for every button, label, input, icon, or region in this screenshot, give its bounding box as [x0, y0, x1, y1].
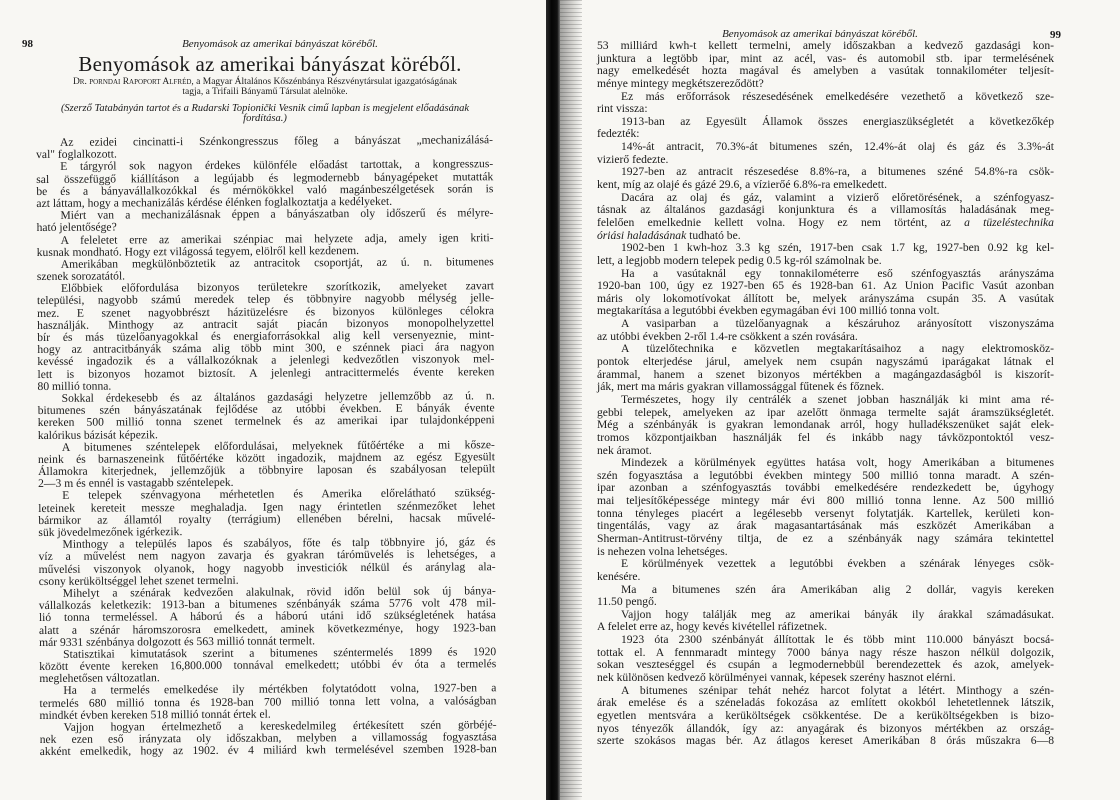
text-line: Sherman-Antitrust-törvény tiltja, de ez a szénbányák nagy számára tekintettel	[597, 531, 1054, 545]
text-line: 2—3 m és ennél is vastagabb széntelepek.	[38, 476, 234, 491]
paragraph	[597, 192, 1054, 243]
text-line: egyetlen mentsvára a kerüköltségek csökkentése. De a kerüköltségekben is bizo-	[597, 708, 1054, 722]
text-line: A feleletet erre az amerikai szénpiac mai helyzete adja, amely igen kriti-	[60, 230, 494, 247]
text-line: ható jelentősége?	[36, 220, 117, 235]
paragraph	[38, 390, 495, 442]
paragraph	[39, 585, 496, 649]
text-line: nek áramot.	[597, 443, 652, 457]
text-line: Mihelyt a szénárak kedvezően alakulnak, rövid időn belül sok új bánya-	[62, 584, 496, 600]
text-line: 1920-ban 100, úgy ez 1927-ben 65 és 1928-ban 61. Az Union Pacific Vasút azonban	[597, 279, 1054, 293]
book-binding-shadow	[546, 0, 560, 800]
body-text	[597, 40, 1054, 748]
page-number: 99	[1050, 29, 1061, 41]
note-line: (Szerző Tatabányán tartot és a Rudarski Topionički Vesnik cimű lapban is megjelent előadásának	[60, 103, 470, 114]
paragraph	[597, 141, 1054, 166]
text-line: lió tonna termeléssel. A háború és a háború utáni idő szükségletének hatása	[38, 608, 496, 625]
paragraph	[597, 584, 1054, 609]
text-line: 1913-ban az Egyesült Államok összes energiaszükségletét a következőkép	[621, 114, 1054, 128]
text-line: A tüzelőtechnika e közvetlen megtakarításaihoz a nagy elektromosköz-	[621, 342, 1054, 356]
text-line: E tárgyról sok nagyon érdekes különféle előadást tartottak, a kongresszus-	[60, 157, 494, 174]
text-line: is nehezen volna lehetséges.	[597, 544, 728, 558]
text-line: 14%-át antracit, 70.3%-át bitumenes szén, 12.4%-át olaj és gáz és 3.3%-át	[621, 140, 1054, 154]
text-line: Ez más erőforrások részesedésének emelkedésére vezethető a következő sze-	[621, 89, 1054, 103]
text-line: A vasiparban a tüzelőanyagnak a készáruhoz arányosított viszonyszáma	[621, 317, 1054, 331]
paragraph	[597, 609, 1054, 634]
text-span: felelően emelkednie kellett volna. Hogy ez nem történt, az	[597, 215, 965, 229]
text-line: neink és barnaszeneink fűtőértéke között ingadozik, majdnem az egész Egyesült	[37, 450, 496, 466]
text-line: már 9331 szénbánya dolgozott és 563 millió tonnát termelt.	[39, 633, 316, 649]
text-line: leteinek kereteit messze meghaladja. Igen nagy érintetlen szénmezőket lehet	[38, 498, 496, 515]
text-line: E telepek szénvagyona mérhetetlen és Amerika előrelátható szükség-	[62, 486, 496, 503]
author-name: Rapoport Alfréd	[122, 77, 192, 87]
text-line: hogy az antracitbányák száma alig több mint 300, e szénnek piaci ára nagyon	[37, 340, 495, 357]
text-line: csony kerüköltséggel lehet szenet termelni.	[38, 573, 239, 588]
text-line: az utóbbi években 2-ről 1.4-re csökkent a szén rovására.	[597, 329, 858, 343]
text-line: mez. E szenet nagyobbrészt házitüzelésre és bizonyos különleges célokra	[37, 303, 495, 320]
text-line: gebbi telepek, amelyeken az ipar azelőtt önmaga termelte saját áramszükségletét.	[597, 405, 1054, 419]
text-line: Természetes, hogy ily centrálék a szenet jobban használják ki mint ama ré-	[621, 392, 1054, 406]
text-line: használják. Minthogy az antracit saját piacán bizonyos monopolhelyzettel	[37, 316, 495, 332]
text-line: rint vissza:	[597, 102, 648, 116]
text-line: Ha a vasútaknál egy tonnakilométerre eső szénfogyasztás arányszáma	[621, 266, 1054, 280]
text-line: Előbbiek előfordulása bizonyos területekre szorítkozik, amelyeket zavart	[60, 279, 494, 296]
text-line: települési, nagyobb számú meredek telep és többnyire nagyobb mélység jelle-	[36, 291, 495, 308]
paragraph	[38, 536, 495, 588]
text-line: vizierő fedezte.	[597, 152, 669, 166]
editorial-note	[34, 104, 496, 123]
running-head: Benyomások az amerikai bányászat köréből.	[722, 28, 918, 40]
text-line: nek különösen kedvező körülményei vannak, képesek szerény hasznot elérni.	[597, 671, 956, 685]
paragraph	[39, 683, 496, 722]
text-line: A bitumenes szénipar tehát nehéz harcot folytat a létért. Minthogy a szén-	[621, 683, 1054, 697]
body-text	[36, 134, 497, 758]
text-line: máris oly lokomotívokat állított be, melyek arányszáma csupán 35. A vasútak	[597, 291, 1054, 305]
text-line: junktura a legtöbb ipar, mint az acél, vas- és automobil stb. ipar termelésének	[597, 51, 1054, 65]
text-line: Dacára az olaj és gáz, valamint a vizierő előretörésének, a szénfogyasz-	[621, 190, 1054, 204]
text-line: kalórikus bázisát képezik.	[37, 427, 158, 442]
paragraph	[40, 719, 497, 758]
text-line: 1902-ben 1 kwh-hoz 3.3 kg szén, 1917-ben csak 1.7 kg, 1927-ben 0.92 kg kel-	[621, 241, 1054, 255]
text-line: nek ezen eső irányzata oly időszakban, melyben a villamosság fogyasztása	[39, 730, 497, 747]
text-line: vállalkozás keletkezik: 1913-ban a bitumenes szénbányák száma 5776 volt 478 mil-	[38, 596, 496, 613]
text-line: kent, míg az olajé és gázé 29.6, a vízierőé 6.8%-ra emelkedett.	[597, 178, 888, 192]
paragraph	[597, 166, 1054, 191]
text-line: Statisztikai kimutatások szerint a bitumenes széntermelés 1899 és 1920	[63, 645, 497, 661]
text-line: kereken 500 millió tonna szenet termelnek és az amerikai ipar tulajdonképpeni	[37, 413, 495, 430]
text-line: szén fogyasztása a legutóbbi években mintegy 500 millió tonna maradt. A szén-	[597, 468, 1054, 482]
text-line: 80 millió tonna.	[37, 379, 112, 393]
paragraph	[597, 558, 1054, 583]
text-line: víz a művelést nem nagyon zavarja és gyakran tárómüvelés is lehetséges, a	[38, 547, 496, 564]
text-line: alatt a szénár háromszorosra emelkedett, aminek következménye, hogy 1923-ban	[38, 620, 497, 637]
paragraph	[597, 634, 1054, 685]
text-line: termelés 680 millió tonna és 1928-ban 700 millió tonna lett volna, a valóságban	[39, 693, 497, 710]
text-line: tottak el. A fennmaradt mintegy 7000 bánya nagy része haszon nélkül dolgozik,	[597, 645, 1054, 659]
text-line: Még a szénbányák is gyakran lemondanak arról, hogy hulladékszenüket saját elek-	[597, 418, 1054, 432]
author-affiliation-2: tagja, a Trifaili Bányamű Társulat alelnöke.	[182, 86, 348, 97]
text-line: bármikor az államtól royalty (terrágium) ellenében bérelni, hacsak művelé-	[38, 511, 496, 527]
running-head: Benyomások az amerikai bányászat köréből.	[182, 38, 378, 50]
text-line: akként emelkedik, hogy az 1902. év 4 miliárd kwh termelésével szemben 1928-ban	[39, 742, 497, 759]
paragraph	[597, 343, 1054, 394]
paragraph	[597, 394, 1054, 457]
text-line: nyos tényezők állandók, így az: anyagárak és bizonyos mértékben az ország-	[597, 721, 1054, 735]
paragraph	[36, 207, 493, 234]
text-line: pontok elterjedése járul, amelyek nem csupán nagyszámú iparágakat látnak el	[597, 355, 1054, 369]
text-line: kenésére.	[597, 569, 641, 583]
author-affiliation: , a Magyar Általános Kőszénbánya Részvénytársulat igazgatóságának	[191, 77, 458, 87]
text-line: 1923 óta 2300 szénbányát állítottak le és több mint 110.000 bányászt bocsá-	[621, 633, 1054, 647]
paragraph	[597, 116, 1054, 141]
paragraph	[597, 318, 1054, 343]
author-prefix: Dr. porndai	[72, 77, 121, 87]
text-line: sokan veszteséggel és csupán a legmodernebbül berendezettek és azok, amelyek-	[597, 658, 1054, 672]
text-line: Vajjon hogy találják meg az amerikai bányák ily árakkal számadásukat.	[621, 607, 1054, 621]
text-line: mindkét évben kereken 518 millió tonnát értek el.	[39, 707, 271, 722]
emphasized-text: óriási haladásának	[597, 228, 687, 242]
text-line: Mindezek a körülmények együttes hatása volt, hogy Amerikában a bitumenes	[621, 456, 1054, 470]
text-line: val" foglalkozott.	[36, 147, 117, 162]
emphasized-text: a tüzeléstechnika	[964, 215, 1054, 229]
paragraph	[597, 685, 1054, 748]
text-line: tonna tényleges piacért a legélesebb versenyt folytatják. Kartellek, kerületi kon-	[597, 506, 1054, 520]
text-line: nagy emelkedését hozta magával és amelyben a vasútak tonnakilométer teljesít-	[597, 64, 1054, 78]
text-line: meglehetősen változatlan.	[39, 671, 160, 686]
text-line: Államokra kiterjednek, jellemzőjük a többnyire laposan és szabályosan települt	[38, 462, 496, 479]
text-line: 53 milliárd kwh-t kellett termelni, amely időszakban a kedvező gazdasági kon-	[597, 39, 1054, 52]
text-line: 11.50 pengő.	[597, 595, 657, 609]
paragraph	[38, 488, 495, 540]
text-line: művelési viszonyok olyanok, hogy nagyobb investiciók nélkül és aránylag ala-	[38, 559, 496, 576]
text-line: Sokkal érdekesebb és az általános gazdasági helyzetre jellemzőbb az ú. n.	[61, 389, 495, 405]
text-line: fedezték:	[597, 127, 640, 141]
text-line: tingentálás, vagy az árak magasantartásának más eszközét Amerikában a	[597, 519, 1054, 533]
text-line: lett is bizonyos hozamot biztosít. A jelenlegi antracittermelés évente kereken	[37, 364, 495, 381]
note-line: fordítása.)	[243, 112, 287, 124]
paragraph	[597, 242, 1054, 267]
text-line: mai teljesítőképessége mintegy már évi 800 millió tonna lenne. Az 500 millió	[597, 494, 1054, 508]
page-number: 98	[22, 38, 33, 50]
right-page	[560, 0, 1120, 800]
text-line: árammal, hanem a szenet bizonyos mértékben a magángazdaságból is kiszorít-	[597, 367, 1054, 381]
text-line: A bitumenes széntelepek előfordulásai, melyeknek fűtőértéke a mi kősze-	[61, 437, 495, 454]
text-line: be és a bányavállalkozókkal és mérnökökkel való magánbeszélgetések során is	[36, 181, 494, 198]
text-line: E körülmények vezettek a legutóbbi években a szénárak lényeges csök-	[621, 557, 1054, 571]
text-line: bír és más tüzelőanyagokkal és energiaforrásokkal alig kell versenyeznie, mint-	[37, 328, 495, 344]
paragraph	[39, 646, 496, 685]
text-line: megtakarítása a legutóbbi években egymagában évi 100 millió tonna volt.	[597, 304, 940, 318]
paragraph	[37, 280, 495, 392]
paragraph	[597, 91, 1054, 116]
scan-edge-noise	[560, 0, 582, 800]
paragraph	[597, 268, 1054, 319]
text-line: Ha a termelés emelkedése ily mértékben folytatódott volna, 1927-ben a	[63, 681, 497, 698]
text-line: kevéssé ingadozik és a vállalkozóknak a jelenlegi kedvezőtlen viszonyok mel-	[37, 352, 495, 369]
text-line: Miért van a mechanizálásnak éppen a bányászatban oly időszerű és mélyre-	[60, 206, 494, 222]
text-line: ják, mert ma máris gyakran villamossággal fűtenek és főznek.	[597, 380, 885, 394]
text-line: között évente kereken 16,800.000 tonnával emelkedett; utóbbi év óta a termelés	[39, 657, 497, 674]
text-line: árak emelése és a széneladás fokozása az említett okokból lehetetlennek látszik,	[597, 696, 1054, 710]
text-line: Amerikában megkülönböztetik az antracitok csoportját, az ú. n. bitumenes	[60, 255, 494, 271]
text-line: 1927-ben az antracit részesedése 8.8%-ra, a bitumenes széné 54.8%-ra csök-	[621, 165, 1054, 179]
text-line: kusnak mondható. Hogy ezt világossá tegyem, elölről kell kezdenem.	[36, 243, 360, 259]
text-line: tásnak az általános gazdasági konjunktura és a villamosítás haladásának meg-	[597, 203, 1054, 217]
text-line: Ma a bitumenes szén ára Amerikában alig 2 dollár, vagyis kereken	[621, 582, 1054, 596]
text-line: sal összefüggő kiállításon a legújabb és legmodernebb bányagépeket mutatták	[36, 169, 494, 186]
author-byline	[34, 78, 496, 97]
text-line: Vajjon hogyan értelmezhető a kereskedelmileg értékesített szén görbéjé-	[63, 718, 497, 734]
text-line: szenek sorozatától.	[36, 269, 126, 284]
paragraph	[597, 40, 1054, 91]
text-line: Minthogy a település lapos és szabályos, főte és talp többnyire jó, gáz és	[62, 535, 496, 552]
text-line: A felelet erre az, hogy kevés kivétellel ráfizetnek.	[597, 620, 828, 634]
article-title: Benyomások az amerikai bányászat köréből.	[78, 52, 462, 76]
left-page	[0, 0, 548, 800]
text-line: tromos központjaikban használják fel és inkább nagy távközpontoktól vesz-	[597, 430, 1054, 444]
paragraph	[597, 457, 1054, 558]
text-line: lett, a legjobb modern telepek pedig 0.5 kg-ról számolnak be.	[597, 253, 882, 267]
text-line: azt láttam, hogy a mechanizálás kérdése élénken foglalkoztatja a kedélyeket.	[36, 194, 393, 210]
text-line: Az ezidei cincinatti-i Szénkongresszus főleg a bányászat „mechanizálásá-	[59, 133, 494, 149]
text-line: ipar azonban a szénfogyasztás további emelkedésére rendezkedett be, úgyhogy	[597, 481, 1054, 495]
text-line: sük jövedelmezőnek igérkezik.	[38, 525, 183, 539]
paragraph	[38, 439, 495, 491]
text-line: bitumenes szén bányászatának fejlődése az utóbbi években. E bányák évente	[37, 401, 495, 418]
text-line: ménye mintegy megkétszereződött?	[597, 76, 764, 90]
text-span: tudható be.	[686, 228, 741, 242]
text-line: szerte szokásos magas bér. Az átlagos kereset Amerikában 8 órás műszakra 6—8	[597, 734, 1054, 748]
paragraph	[36, 159, 493, 211]
